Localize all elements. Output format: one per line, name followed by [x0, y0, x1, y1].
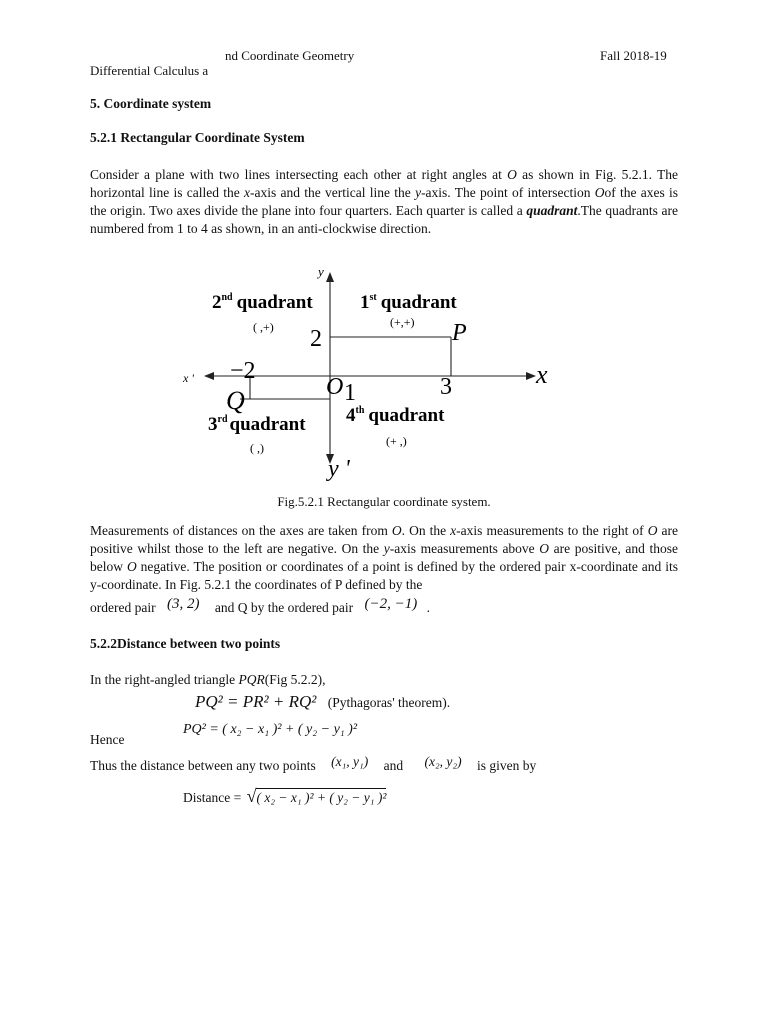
header-course-part1: nd Coordinate Geometry: [225, 48, 355, 63]
header-course-part2: Differential Calculus a: [90, 63, 209, 78]
quadrant-2-sign: ( ,+): [253, 320, 274, 334]
section-heading-521: 5.2.1 Rectangular Coordinate System: [90, 130, 305, 145]
ordered-pair-p: (3, 2): [166, 596, 200, 612]
triangle-intro: In the right-angled triangle PQR(Fig 5.2.2),: [90, 672, 326, 687]
section-heading-5: 5. Coordinate system: [90, 96, 212, 111]
pythagoras-formula: PQ² = PR² + RQ²: [195, 692, 317, 711]
ordered-pair-line: ordered pair (3, 2) and Q by the ordered pair (−2, −1) .: [90, 596, 431, 615]
origin-label: O: [326, 374, 344, 400]
sqrt-icon: √: [246, 786, 257, 806]
point-1-coords: (x₁, y₁): [331, 754, 369, 769]
distance-between-points-line: Thus the distance between any two points (x₁, y₁) and (x₂, y₂) is given by: [90, 754, 537, 773]
quadrant-3-label: 3rd quadrant: [208, 414, 306, 435]
tick-neg2: −2: [230, 358, 256, 384]
quadrant-1-label: 1st quadrant: [360, 292, 457, 313]
y-arrow-up: [326, 272, 334, 282]
point-p-label: P: [452, 320, 467, 346]
distance-formula: ( x₂ − x₁ )² + ( y₂ − y₁ )²: [256, 790, 387, 805]
figure-caption: Fig.5.2.1 Rectangular coordinate system.: [277, 494, 491, 509]
paragraph-measurements: Measurements of distances on the axes are taken from O. On the x-axis measurements to the right of O are positive whilst those to the left are negative. On the y-axis measurements above O are positive, and those below O negative. The position or coordinates of a point is defined by the ordered pair x-coordinate and its y-coordinate. In Fig. 5.2.1 the coordinates of P defined by the: [90, 523, 679, 592]
tick-2: 2: [310, 326, 322, 352]
pythagoras-line: PQ² = PR² + RQ² (Pythagoras' theorem).: [195, 692, 451, 711]
quadrant-1-sign: (+,+): [390, 315, 415, 329]
x-label: x: [536, 360, 548, 389]
quadrant-4-label: 4th quadrant: [346, 405, 445, 426]
point-q-label: Q: [226, 386, 245, 415]
x-prime-label: x ': [183, 371, 194, 385]
x-arrow-right: [526, 372, 536, 380]
point-2-coords: (x₂, y₂): [424, 754, 462, 769]
hence-label: Hence: [90, 732, 125, 747]
header-term: Fall 2018-19: [600, 48, 667, 63]
paragraph-intro: Consider a plane with two lines intersecting each other at right angles at O as shown in Fig. 5.2.1. The horizontal line is called the x-axis and the vertical line the y-axis. The point of intersection Oof the axes is the origin. Two axes divide the plane into four quarters. Each quarter is called a quadrant.The quadrants are numbered from 1 to 4 as shown, in an anti-clockwise direction.: [90, 167, 679, 236]
hence-formula: PQ² = ( x₂ − x₁ )² + ( y₂ − y₁ )²: [183, 722, 358, 737]
section-heading-522: 5.2.2Distance between two points: [90, 636, 281, 651]
x-arrow-left: [204, 372, 214, 380]
distance-formula-line: Distance = √( x₂ − x₁ )² + ( y₂ − y₁ )²: [183, 786, 387, 806]
quadrant-4-sign: (+ ,): [386, 434, 407, 448]
tick-3: 3: [440, 374, 452, 400]
y-label: y: [318, 264, 324, 279]
quadrant-3-sign: ( ,): [250, 441, 264, 455]
quadrant-2-label: 2nd quadrant: [212, 292, 313, 313]
ordered-pair-q: (−2, −1): [364, 596, 418, 612]
coordinate-figure: [90, 258, 680, 488]
tick-1: 1: [344, 380, 356, 406]
y-prime-label: y ': [328, 456, 350, 482]
